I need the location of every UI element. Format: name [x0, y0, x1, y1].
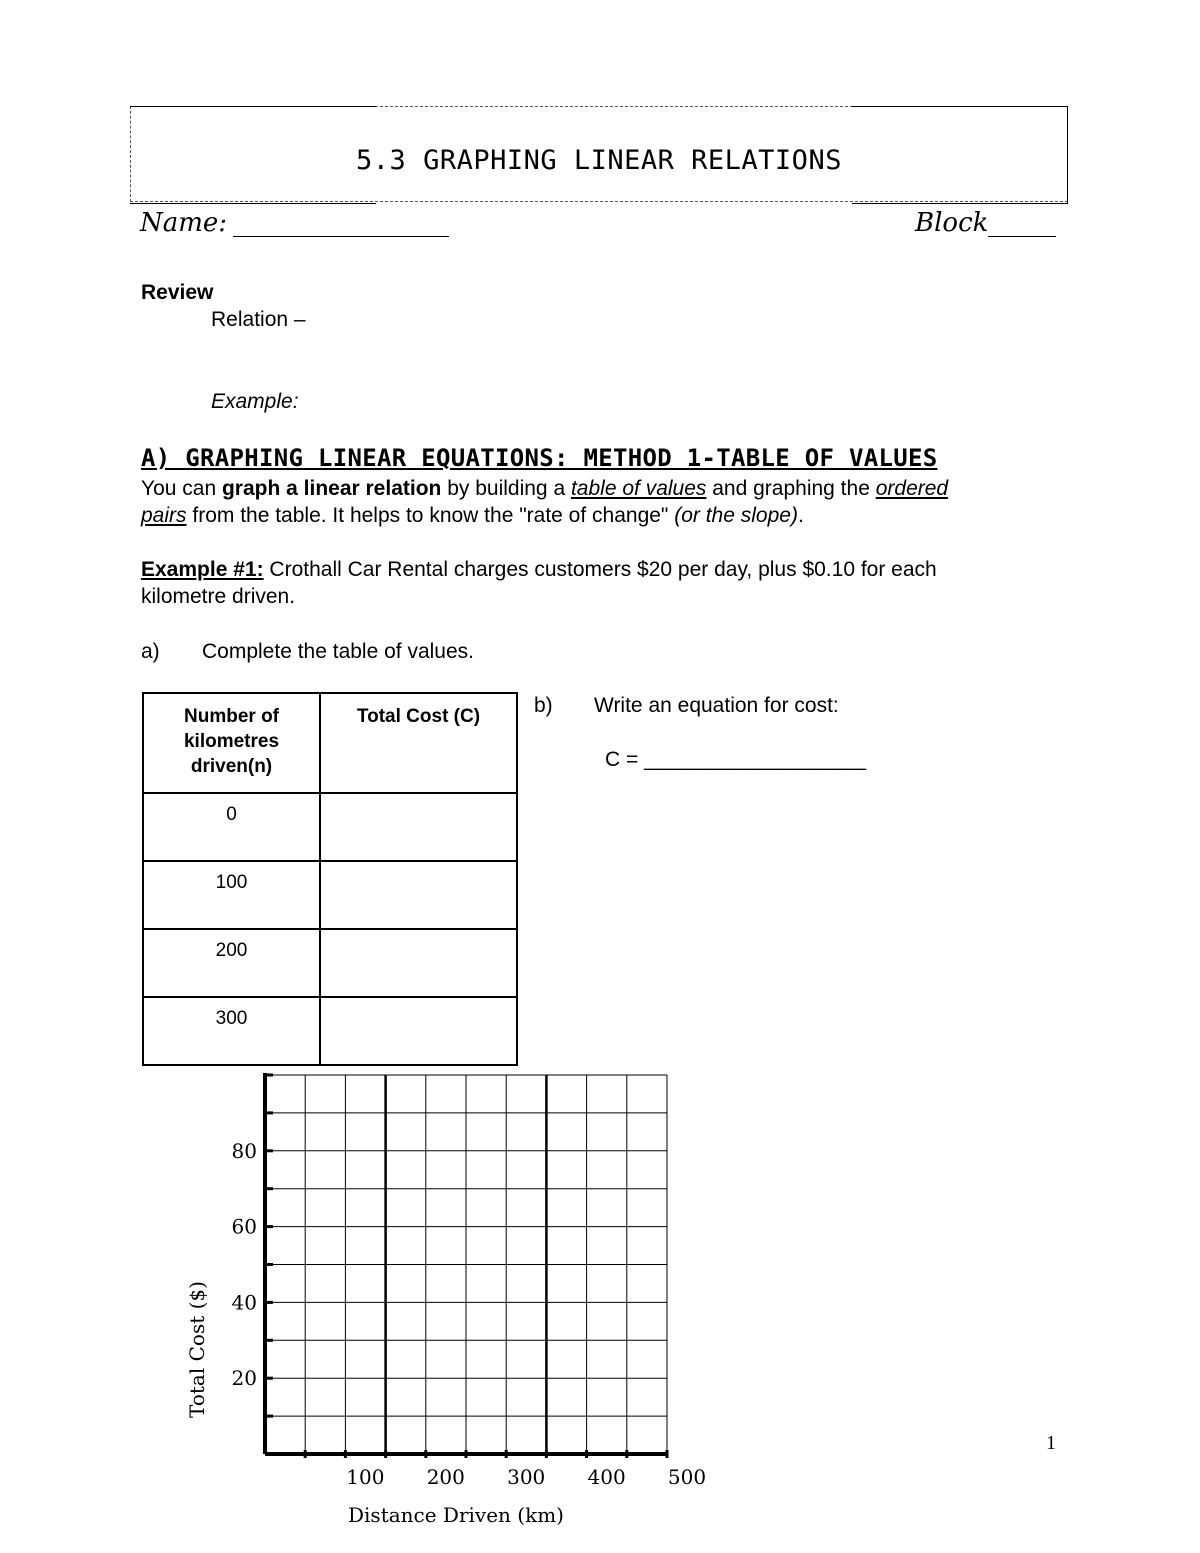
review-heading: Review: [141, 281, 214, 304]
name-label: Name:: [140, 208, 228, 238]
block-blank-line[interactable]: [988, 236, 1056, 237]
example-1-label: Example #1:: [141, 558, 264, 581]
part-a-text: Complete the table of values.: [202, 640, 474, 663]
cell-total-cost[interactable]: [320, 793, 517, 861]
cell-kilometres: 200: [143, 929, 320, 997]
cell-kilometres: 0: [143, 793, 320, 861]
para-emphasis-text: ordered: [875, 477, 949, 500]
x-tick-label: 100: [346, 1465, 385, 1489]
para-text: .: [797, 504, 804, 527]
table-row: [143, 793, 517, 861]
section-a-paragraph: [141, 475, 1061, 529]
para-emphasis-text: pairs: [141, 504, 187, 527]
name-field: [140, 208, 227, 238]
example-1-line-2: kilometre driven.: [141, 585, 296, 608]
x-tick-label: 400: [587, 1465, 626, 1489]
table-row: [143, 997, 517, 1065]
cell-total-cost[interactable]: [320, 861, 517, 929]
column-header-total-cost: Total Cost (C): [320, 693, 517, 793]
table-header-row: [143, 693, 517, 793]
cell-kilometres: 100: [143, 861, 320, 929]
x-tick-label: 200: [426, 1465, 465, 1489]
part-b-text: Write an equation for cost:: [594, 694, 839, 717]
page-title: 5.3 GRAPHING LINEAR RELATIONS: [356, 145, 842, 176]
equation-blank[interactable]: C = ___________________: [605, 748, 867, 771]
y-tick-label: 80: [231, 1138, 257, 1163]
column-header-kilometres: Number of kilometres driven(n): [143, 693, 320, 793]
example-1-text: [141, 556, 1061, 610]
example-1-line-1: Crothall Car Rental charges customers $20 per day, plus $0.10 for each: [263, 558, 937, 581]
para-bold-text: graph a linear relation: [221, 477, 442, 500]
cell-total-cost[interactable]: [320, 929, 517, 997]
para-emphasis-text: table of values: [570, 477, 707, 500]
table-of-values: [142, 692, 518, 1066]
table-row: [143, 929, 517, 997]
para-text: You can: [141, 477, 222, 500]
name-blank-line[interactable]: [233, 236, 449, 237]
para-text: by building a: [441, 477, 571, 500]
cost-distance-graph[interactable]: [150, 1066, 710, 1546]
para-text: and graphing the: [706, 477, 876, 500]
page-number: 1: [1046, 1432, 1056, 1454]
cell-total-cost[interactable]: [320, 997, 517, 1065]
grid: [265, 1075, 667, 1454]
relation-label: Relation –: [211, 308, 306, 331]
part-b-letter: b): [534, 694, 553, 717]
cell-kilometres: 300: [143, 997, 320, 1065]
section-a-heading: A) GRAPHING LINEAR EQUATIONS: METHOD 1-TABLE OF VALUES: [141, 444, 938, 472]
para-text: from the table. It helps to know the "rate of change": [186, 504, 675, 527]
y-tick-label: 60: [231, 1214, 257, 1239]
example-label: Example:: [211, 390, 299, 413]
table-row: [143, 861, 517, 929]
part-a-letter: a): [141, 640, 160, 663]
y-axis-label: Total Cost ($): [185, 1281, 209, 1418]
x-tick-label: 500: [667, 1465, 707, 1489]
x-tick-label: 300: [507, 1465, 546, 1489]
y-tick-label: 40: [231, 1290, 257, 1315]
x-axis-label: Distance Driven (km): [348, 1503, 564, 1527]
block-label: Block: [915, 208, 989, 238]
block-field: [915, 208, 988, 238]
title-box: [130, 106, 1068, 202]
tick-labels: [232, 1139, 707, 1489]
para-italic-text: (or the slope): [674, 504, 798, 527]
y-tick-label: 20: [231, 1366, 257, 1391]
